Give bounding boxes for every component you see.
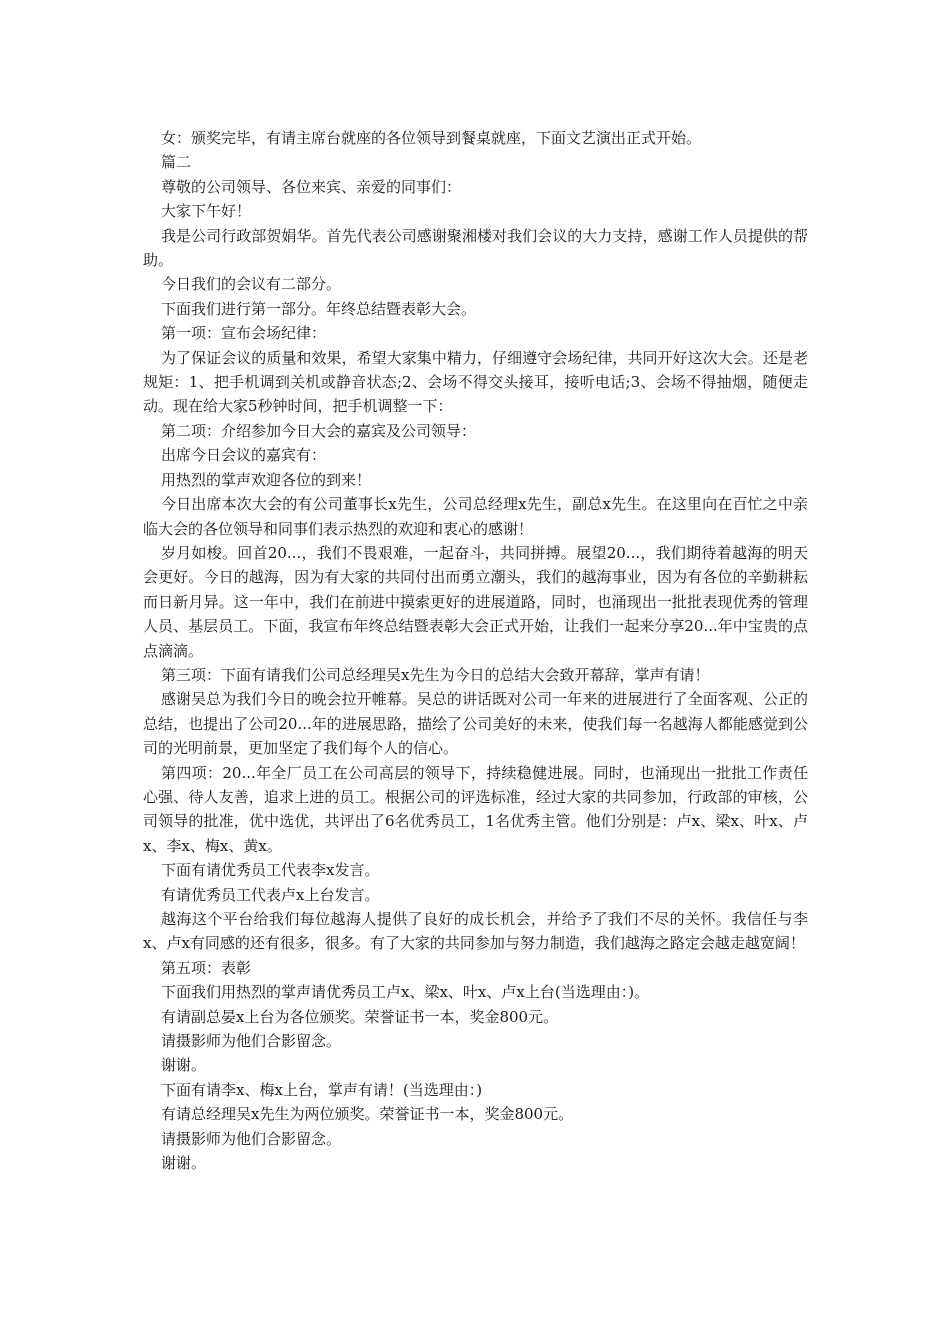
paragraph: 谢谢。 [161,1056,207,1075]
paragraph: 第四项：20...年全厂员工在公司高层的领导下，持续稳健进展。同时，也涌现出一批批工作责任心强、待人友善，追求上进的员工。根据公司的评选标准，经过大家的共同参加，行政部的审核，公司领导的批准，优中选优，共评出了6名优秀员工，1名优秀主管。他们分别是：卢x、梁x、叶x、卢x、李x、梅x、黄x。 [143,763,808,855]
paragraph: 今日出席本次大会的有公司董事长x先生，公司总经理x先生，副总x先生。在这里向在百忙之中亲临大会的各位领导和同事们表示热烈的欢迎和衷心的感谢！ [143,495,808,538]
paragraph: 第二项：介绍参加今日大会的嘉宾及公司领导： [161,421,477,440]
paragraph: 用热烈的掌声欢迎各位的到来！ [161,470,372,489]
paragraph: 篇二 [161,153,192,172]
paragraph: 岁月如梭。回首20...，我们不畏艰难，一起奋斗，共同拼搏。展望20...，我们期待着越海的明天会更好。今日的越海，因为有大家的共同付出而勇立潮头，我们的越海事业，因为有各位的辛勤耕耘而日新月异。这一年中，我们在前进中摸索更好的进展道路，同时，也涌现出一批批表现优秀的管理人员、基层员工。下面，我宣布年终总结暨表彰大会正式开始，让我们一起来分享20...年中宝贵的点点滴滴。 [143,543,808,660]
document-body [143,126,808,1175]
paragraph: 感谢吴总为我们今日的晚会拉开帷幕。吴总的讲话既对公司一年来的进展进行了全面客观、公正的总结，也提出了公司20...年的进展思路，描绘了公司美好的未来，使我们每一名越海人都能感觉到公司的光明前景，更加坚定了我们每个人的信心。 [143,690,808,758]
paragraph: 第三项：下面有请我们公司总经理吴x先生为今日的总结大会致开幕辞，掌声有请！ [161,665,710,684]
paragraph: 请摄影师为他们合影留念。 [161,1032,342,1051]
paragraph: 今日我们的会议有二部分。 [161,275,342,294]
paragraph: 下面有请优秀员工代表李x发言。 [161,861,380,880]
paragraph: 我是公司行政部贺娟华。首先代表公司感谢聚湘楼对我们会议的大力支持，感谢工作人员提供的帮助。 [143,226,808,270]
paragraph: 谢谢。 [161,1154,207,1173]
paragraph: 有请总经理吴x先生为两位颁奖。荣誉证书一本，奖金800元。 [161,1105,574,1124]
paragraph: 大家下午好！ [161,202,252,221]
paragraph: 为了保证会议的质量和效果，希望大家集中精力，仔细遵守会场纪律，共同开好这次大会。还是老规矩：1、把手机调到关机或静音状态;2、会场不得交头接耳，接听电话;3、会场不得抽烟，随便走动。现在给大家5秒钟时间，把手机调整一下： [143,348,808,416]
paragraph: 下面我们进行第一部分。年终总结暨表彰大会。 [161,299,477,318]
paragraph: 第五项：表彰 [161,958,252,977]
paragraph: 越海这个平台给我们每位越海人提供了良好的成长机会，并给予了我们不尽的关怀。我信任与李x、卢x有同感的还有很多，很多。有了大家的共同参加与努力制造，我们越海之路定会越走越宽阔！ [143,910,808,953]
paragraph: 出席今日会议的嘉宾有： [161,446,327,465]
paragraph: 第一项：宣布会场纪律： [161,324,327,343]
paragraph: 女：颁奖完毕，有请主席台就座的各位领导到餐桌就座，下面文艺演出正式开始。 [161,129,702,147]
paragraph: 有请优秀员工代表卢x上台发言。 [161,885,380,904]
paragraph: 有请副总晏x上台为各位颁奖。荣誉证书一本，奖金800元。 [161,1007,559,1026]
paragraph: 请摄影师为他们合影留念。 [161,1129,342,1148]
paragraph: 下面有请李x、梅x上台，掌声有请！(当选理由：) [161,1080,483,1099]
paragraph: 尊敬的公司领导、各位来宾、亲爱的同事们： [161,177,462,196]
paragraph: 下面我们用热烈的掌声请优秀员工卢x、梁x、叶x、卢x上台(当选理由：)。 [161,983,650,1002]
